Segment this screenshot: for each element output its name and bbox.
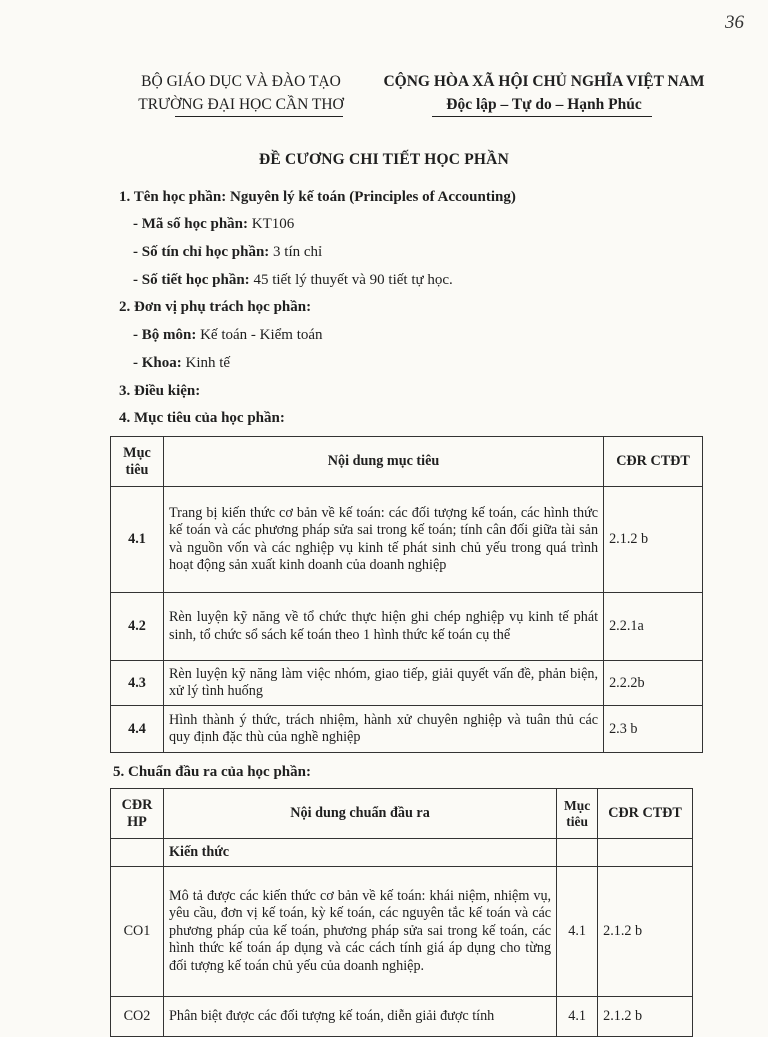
credits-label: - Số tín chỉ học phần: bbox=[133, 244, 274, 260]
outcome-content: Phân biệt được các đối tượng kế toán, diễn giải được tính bbox=[163, 997, 556, 1037]
university-name: TRƯỜNG ĐẠI HỌC CẦN THƠ bbox=[138, 96, 344, 113]
outcome-id: CO1 bbox=[111, 867, 164, 997]
periods-value: 45 tiết lý thuyết và 90 tiết tự học. bbox=[253, 272, 453, 288]
periods-label: - Số tiết học phần: bbox=[133, 272, 254, 288]
objectives-table bbox=[110, 436, 703, 753]
objective-cdr: 2.3 b bbox=[604, 706, 703, 753]
outcome-id: CO2 bbox=[111, 997, 164, 1037]
table-row bbox=[111, 487, 703, 593]
column-header: CĐR CTĐT bbox=[604, 437, 703, 487]
table-group-row bbox=[111, 839, 693, 867]
objective-content: Trang bị kiến thức cơ bản về kế toán: các đối tượng kế toán, các hình thức kế toán và các phương pháp sửa sai trong kế toán; tính cân đối giữa tài sản và nguồn vốn và các nghiệp vụ kinh tế phát sinh chủ yếu trong quá trình hoạt động sản xuất kinh doanh của doanh nghiệp bbox=[163, 487, 603, 593]
table-row bbox=[111, 593, 703, 661]
objective-id: 4.2 bbox=[111, 593, 164, 661]
national-header bbox=[368, 70, 720, 116]
objective-cdr: 2.2.1a bbox=[604, 593, 703, 661]
objective-cdr: 2.1.2 b bbox=[604, 487, 703, 593]
course-code-line bbox=[133, 216, 294, 233]
outcome-objective: 4.1 bbox=[557, 867, 598, 997]
course-code-label: - Mã số học phần: bbox=[133, 216, 252, 232]
department-line bbox=[133, 327, 323, 344]
objective-id: 4.4 bbox=[111, 706, 164, 753]
faculty-line bbox=[133, 355, 230, 372]
column-header: CĐR CTĐT bbox=[598, 789, 693, 839]
table-row bbox=[111, 706, 703, 753]
column-header: Mục tiêu bbox=[557, 789, 598, 839]
page-number: 36 bbox=[725, 12, 744, 33]
section-1-heading bbox=[119, 189, 516, 206]
outcome-objective: 4.1 bbox=[557, 997, 598, 1037]
objective-id: 4.1 bbox=[111, 487, 164, 593]
ministry-name: BỘ GIÁO DỤC VÀ ĐÀO TẠO bbox=[141, 73, 341, 90]
document-title: ĐỀ CƯƠNG CHI TIẾT HỌC PHẦN bbox=[259, 151, 509, 168]
ministry-header bbox=[110, 70, 372, 116]
empty-cell bbox=[111, 839, 164, 867]
group-label: Kiến thức bbox=[163, 839, 556, 867]
outcome-content: Mô tả được các kiến thức cơ bản về kế toán: khái niệm, nhiệm vụ, yêu cầu, đơn vị kế toán, kỳ kế toán, các nguyên tắc kế toán và các phương pháp của kế toán, phương pháp sửa sai trong kế toán, các hình thức kế toán áp dụng và các cách tính giá áp dụng cho từng đối tượng kế toán chủ yếu của doanh nghiệp. bbox=[163, 867, 556, 997]
column-header: Mục tiêu bbox=[111, 437, 164, 487]
faculty-label: - Khoa: bbox=[133, 355, 186, 371]
outcomes-table bbox=[110, 788, 693, 1037]
course-name: Nguyên lý kế toán (Principles of Accounting) bbox=[230, 189, 516, 205]
header-left-underline bbox=[175, 116, 343, 117]
course-code-value: KT106 bbox=[251, 216, 295, 232]
section-3-heading: 3. Điều kiện: bbox=[119, 383, 201, 399]
faculty-value: Kinh tế bbox=[185, 355, 231, 371]
periods-line bbox=[133, 272, 453, 289]
empty-cell bbox=[557, 839, 598, 867]
department-label: - Bộ môn: bbox=[133, 327, 201, 343]
objective-id: 4.3 bbox=[111, 661, 164, 706]
objective-content: Hình thành ý thức, trách nhiệm, hành xử chuyên nghiệp và tuân thủ các quy định đặc thù của nghề nghiệp bbox=[163, 706, 603, 753]
empty-cell bbox=[598, 839, 693, 867]
column-header: Nội dung mục tiêu bbox=[163, 437, 603, 487]
column-header: CĐR HP bbox=[111, 789, 164, 839]
objective-content: Rèn luyện kỹ năng về tổ chức thực hiện ghi chép nghiệp vụ kinh tế phát sinh, tổ chức sổ sách kế toán theo 1 hình thức kế toán cụ thể bbox=[163, 593, 603, 661]
table-row bbox=[111, 867, 693, 997]
table-row bbox=[111, 997, 693, 1037]
section-1-label: 1. Tên học phần: bbox=[119, 189, 231, 205]
objective-content: Rèn luyện kỹ năng làm việc nhóm, giao tiếp, giải quyết vấn đề, phản biện, xử lý tình huống bbox=[163, 661, 603, 706]
table-header-row bbox=[111, 789, 693, 839]
national-motto: Độc lập – Tự do – Hạnh Phúc bbox=[446, 96, 642, 113]
section-5-heading: 5. Chuẩn đầu ra của học phần: bbox=[113, 764, 311, 780]
department-value: Kế toán - Kiểm toán bbox=[200, 327, 323, 343]
outcome-cdr: 2.1.2 b bbox=[598, 997, 693, 1037]
header-right-underline bbox=[432, 116, 652, 117]
credits-value: 3 tín chỉ bbox=[273, 244, 323, 260]
table-row bbox=[111, 661, 703, 706]
credits-line bbox=[133, 244, 322, 261]
table-header-row bbox=[111, 437, 703, 487]
section-2-heading: 2. Đơn vị phụ trách học phần: bbox=[119, 299, 312, 315]
country-name: CỘNG HÒA XÃ HỘI CHỦ NGHĨA VIỆT NAM bbox=[383, 73, 705, 90]
objective-cdr: 2.2.2b bbox=[604, 661, 703, 706]
column-header: Nội dung chuẩn đầu ra bbox=[163, 789, 556, 839]
outcome-cdr: 2.1.2 b bbox=[598, 867, 693, 997]
section-4-heading: 4. Mục tiêu của học phần: bbox=[119, 410, 285, 426]
